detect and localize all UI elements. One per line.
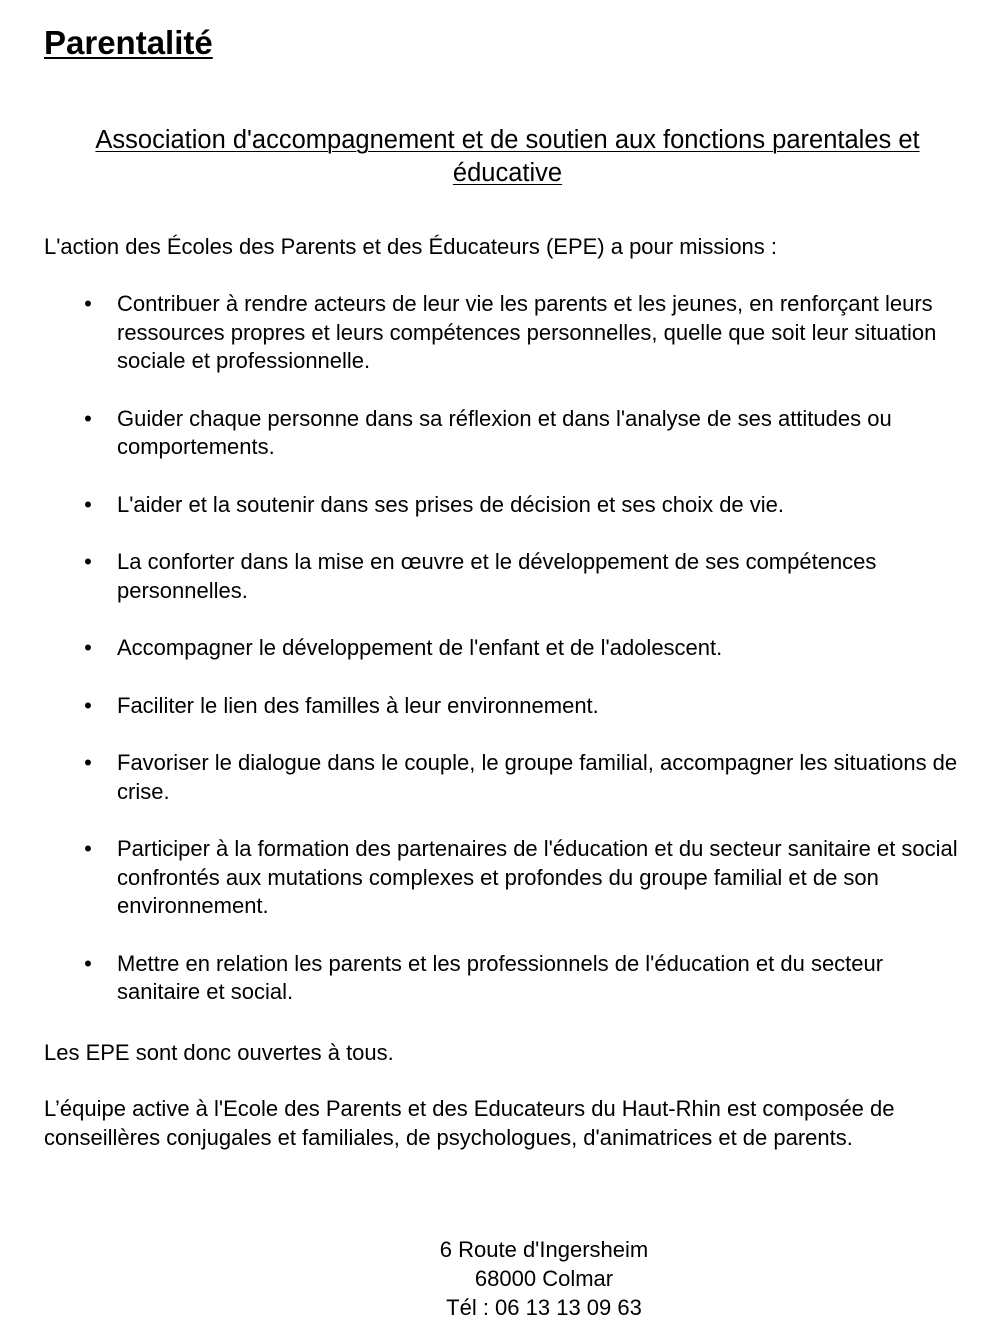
mission-item: [0, 692, 1000, 721]
mission-text: Accompagner le développement de l'enfant et de l'adolescent.: [117, 635, 723, 660]
open-statement: Les EPE sont donc ouvertes à tous.: [44, 1040, 394, 1065]
mission-item: [0, 548, 1000, 605]
team-statement: L’équipe active à l'Ecole des Parents et des Educateurs du Haut-Rhin est composée de conseillères conjugales et familiales, de psychologues, d'animatrices et de parents.: [44, 1096, 895, 1150]
bullet-icon: •: [84, 405, 92, 431]
bullet-icon: •: [84, 491, 92, 517]
mission-item: [0, 950, 1000, 1007]
mission-text: Favoriser le dialogue dans le couple, le groupe familial, accompagner les situations de crise.: [117, 750, 958, 804]
address-city: 68000 Colmar: [474, 1266, 614, 1291]
bullet-icon: •: [84, 692, 92, 718]
bullet-icon: •: [84, 549, 92, 574]
mission-item: [0, 405, 1000, 462]
mission-text: Faciliter le lien des familles à leur environnement.: [117, 692, 599, 718]
mission-item: [0, 290, 1000, 376]
mission-text: L'aider et la soutenir dans ses prises de décision et ses choix de vie.: [117, 491, 785, 517]
address-phone: Tél : 06 13 13 09 63: [446, 1295, 642, 1320]
mission-item: [0, 749, 1000, 806]
address-block: [344, 1235, 744, 1322]
bullet-icon: •: [84, 750, 92, 775]
bullet-icon: •: [84, 836, 92, 861]
document-title: Parentalité: [44, 24, 213, 61]
mission-text: Guider chaque personne dans sa réflexion et dans l'analyse de ses attitudes ou comportements.: [117, 405, 892, 459]
address-street: 6 Route d'Ingersheim: [439, 1237, 649, 1262]
bullet-icon: •: [84, 950, 92, 976]
mission-item: [0, 835, 1000, 921]
mission-item: [0, 634, 1000, 663]
mission-text: Mettre en relation les parents et les professionnels de l'éducation et du secteur sanitaire et social.: [117, 950, 884, 1004]
bullet-icon: •: [84, 635, 92, 660]
intro-paragraph: L'action des Écoles des Parents et des Éducateurs (EPE) a pour missions :: [44, 234, 778, 259]
mission-text: La conforter dans la mise en œuvre et le développement de ses compétences personnelles.: [117, 549, 877, 603]
document-subtitle: Association d'accompagnement et de soutien aux fonctions parentales et éducative: [95, 126, 920, 187]
mission-text: Participer à la formation des partenaires de l'éducation et du secteur sanitaire et social confrontés aux mutations complexes et profondes du groupe familial et de son environnement.: [117, 836, 958, 918]
bullet-icon: •: [84, 291, 92, 316]
mission-item: [0, 491, 1000, 520]
missions-list: [0, 290, 1000, 1036]
mission-text: Contribuer à rendre acteurs de leur vie les parents et les jeunes, en renforçant leurs ressources propres et leurs compétences personnelles, quelle que soit leur situation sociale et professionnelle.: [117, 291, 937, 373]
